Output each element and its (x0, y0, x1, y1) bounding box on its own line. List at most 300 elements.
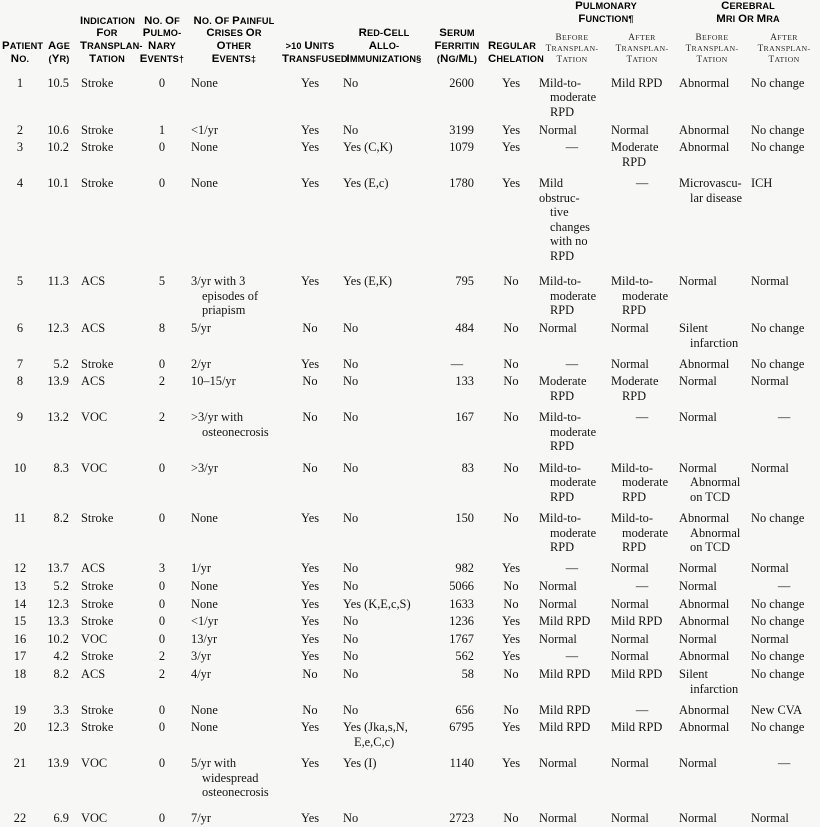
cell-pf-before: Normal (539, 578, 577, 593)
cell-transfused: No (302, 321, 318, 335)
cell-painful-crises: None (191, 702, 218, 717)
cell-transfused: Yes (300, 720, 320, 735)
cell-pf-before: Normal (539, 631, 577, 646)
cell-patient-no: 20 (13, 720, 27, 735)
cell-allo-immunization: Yes (Jka,s,N, E,e,C,c) (343, 720, 408, 749)
cell-pf-before: Moderate RPD (539, 374, 587, 403)
table-row (0, 67, 820, 121)
cell-pf-after: — (635, 578, 649, 593)
header-pulmonary-events: NO. OF PULMO- NARY EVENTS† (139, 14, 185, 65)
cell-mri-before: Abnormal (679, 356, 730, 371)
cell-age: 8.2 (53, 510, 69, 525)
cell-pf-before: — (565, 356, 579, 371)
cell-mri-before: Abnormal (679, 122, 730, 137)
cell-pf-after: Normal (611, 596, 649, 611)
cell-regular-chelation: No (503, 596, 519, 611)
cell-pulmonary-events: 0 (158, 356, 166, 371)
table-row (0, 506, 820, 556)
cell-mri-after: — (777, 578, 791, 593)
cell-mri-before: Silent infarction (679, 667, 739, 696)
cell-regular-chelation: Yes (501, 561, 521, 576)
cell-painful-crises: None (191, 720, 218, 735)
cell-age: 13.9 (47, 756, 69, 771)
cell-regular-chelation: Yes (501, 75, 521, 90)
cell-patient-no: 16 (13, 631, 27, 646)
cell-indication: Stroke (81, 596, 114, 611)
cell-pf-after: Moderate RPD (611, 140, 659, 169)
cell-painful-crises: None (191, 596, 218, 611)
cell-patient-no: 21 (13, 756, 27, 771)
cell-serum-ferritin: 2600 (449, 75, 474, 90)
cell-allo-immunization: Yes (C,K) (343, 140, 393, 155)
cell-patient-no: 19 (13, 702, 27, 717)
header-mri-before: BEFORE TRANSPLAN- TATION (685, 31, 739, 64)
cell-transfused: Yes (300, 122, 320, 137)
cell-pf-before: Mild-to- moderate RPD (539, 75, 597, 119)
table-row (0, 139, 820, 171)
header-cerebral-mri-group: CEREBRAL MRI OR MRA (716, 0, 780, 25)
cell-serum-ferritin: 1079 (449, 140, 474, 155)
cell-painful-crises: None (191, 175, 218, 190)
table-row (0, 456, 820, 506)
cell-age: 6.9 (53, 810, 69, 825)
cell-pf-after: Mild RPD (611, 667, 663, 681)
cell-mri-before: Abnormal Abnormal on TCD (679, 510, 741, 555)
cell-patient-no: 1 (16, 75, 24, 90)
cell-pf-after: — (635, 702, 649, 717)
cell-patient-no: 22 (13, 810, 27, 825)
cell-pf-before: Mild-to- moderate RPD (539, 410, 597, 454)
cell-allo-immunization: Yes (E,K) (343, 274, 392, 289)
cell-transfused: Yes (300, 75, 320, 90)
table-row (0, 666, 820, 698)
cell-indication: ACS (81, 274, 106, 289)
table-row (0, 352, 820, 373)
cell-regular-chelation: Yes (501, 649, 521, 664)
cell-painful-crises: >3/yr (191, 460, 218, 475)
cell-regular-chelation: Yes (501, 175, 521, 190)
cell-pulmonary-events: 2 (158, 374, 166, 389)
cell-mri-after: No change (751, 720, 805, 735)
cell-mri-before: Normal Abnormal on TCD (679, 460, 741, 504)
cell-indication: ACS (81, 374, 106, 389)
cell-indication: Stroke (81, 75, 114, 90)
cell-mri-after: No change (751, 321, 805, 335)
cell-allo-immunization: Yes (K,E,c,S) (343, 596, 411, 611)
cell-indication: Stroke (81, 510, 114, 525)
cell-allo-immunization: Yes (I) (343, 756, 377, 771)
cell-indication: Stroke (81, 140, 114, 155)
header-transfused: >10 UNITS TRANSFUSED (282, 40, 348, 65)
cell-age: 5.2 (53, 578, 69, 593)
header-row-main (0, 0, 820, 27)
cell-allo-immunization: No (343, 810, 359, 825)
cell-serum-ferritin: 1236 (449, 614, 474, 629)
cell-regular-chelation: No (503, 810, 519, 825)
cell-patient-no: 3 (16, 140, 24, 155)
cell-transfused: Yes (300, 140, 320, 155)
table-row (0, 630, 820, 648)
cell-pulmonary-events: 5 (158, 274, 166, 289)
cell-mri-after: Normal (751, 561, 789, 576)
cell-pulmonary-events: 0 (158, 596, 166, 611)
cell-transfused: Yes (300, 596, 320, 611)
cell-mri-after: No change (751, 614, 805, 629)
cell-regular-chelation: No (503, 702, 519, 717)
cell-pf-after: Normal (611, 810, 649, 825)
cell-age: 12.3 (47, 596, 69, 611)
cell-transfused: Yes (300, 175, 320, 190)
table-row (0, 698, 820, 719)
cell-pf-before: Mild-to- moderate RPD (539, 460, 597, 504)
cell-pulmonary-events: 0 (158, 175, 166, 190)
cell-regular-chelation: No (503, 667, 519, 681)
cell-pf-after: Normal (611, 356, 649, 371)
cell-pf-after: Mild-to- moderate RPD (611, 510, 669, 555)
cell-pulmonary-events: 0 (158, 614, 166, 629)
cell-transfused: Yes (300, 614, 320, 629)
table-row (0, 595, 820, 613)
cell-patient-no: 18 (13, 667, 27, 681)
header-indication: INDICATION FOR TRANSPLAN- TATION (80, 14, 143, 65)
cell-mri-after: Normal (751, 460, 789, 475)
cell-patient-no: 9 (16, 410, 24, 425)
cell-pf-before: Normal (539, 756, 577, 771)
table-body (0, 67, 820, 827)
cell-mri-before: Abnormal (679, 140, 730, 155)
cell-mri-before: Abnormal (679, 614, 730, 629)
cell-patient-no: 8 (16, 374, 24, 389)
cell-mri-after: ICH (751, 175, 773, 190)
table-row (0, 171, 820, 265)
cell-painful-crises: 2/yr (191, 356, 211, 371)
cell-painful-crises: 3/yr (191, 649, 211, 664)
cell-transfused: No (302, 667, 318, 681)
cell-pf-before: Mild RPD (539, 720, 591, 735)
cell-allo-immunization: No (343, 649, 359, 664)
cell-age: 11.3 (47, 274, 69, 289)
cell-pulmonary-events: 0 (158, 720, 166, 735)
cell-patient-no: 13 (13, 578, 27, 593)
cell-serum-ferritin: — (450, 356, 464, 371)
cell-pf-after: Moderate RPD (611, 374, 659, 403)
cell-age: 8.2 (53, 667, 69, 681)
cell-pulmonary-events: 0 (158, 140, 166, 155)
cell-mri-before: Abnormal (679, 75, 730, 90)
header-age: AGE (YR) (48, 40, 70, 65)
cell-regular-chelation: No (503, 460, 519, 475)
cell-age: 12.3 (47, 321, 69, 335)
cell-allo-immunization: No (343, 702, 359, 717)
cell-pf-before: Mild RPD (539, 667, 591, 681)
cell-mri-after: Normal (751, 631, 789, 646)
cell-painful-crises: 1/yr (191, 561, 211, 576)
table-row (0, 556, 820, 577)
cell-indication: VOC (81, 460, 108, 475)
cell-mri-after: No change (751, 75, 805, 90)
header-mri-after: AFTER TRANSPLAN- TATION (757, 31, 811, 64)
cell-painful-crises: None (191, 75, 218, 90)
cell-indication: ACS (81, 321, 106, 335)
cell-serum-ferritin: 484 (455, 321, 474, 335)
cell-mri-after: Normal (751, 374, 789, 389)
cell-indication: Stroke (81, 356, 114, 371)
cell-painful-crises: None (191, 578, 218, 593)
cell-pulmonary-events: 0 (158, 702, 166, 717)
cell-indication: VOC (81, 810, 108, 825)
cell-transfused: Yes (300, 631, 320, 646)
cell-indication: VOC (81, 631, 108, 646)
cell-patient-no: 4 (16, 175, 24, 190)
cell-transfused: Yes (300, 578, 320, 593)
cell-patient-no: 2 (16, 122, 24, 137)
cell-mri-after: Normal (751, 274, 789, 289)
cell-patient-no: 15 (13, 614, 27, 629)
cell-indication: Stroke (81, 649, 114, 664)
header-pf-after: AFTER TRANSPLAN- TATION (615, 31, 669, 64)
cell-allo-immunization: No (343, 510, 359, 525)
cell-mri-before: Normal (679, 561, 717, 576)
cell-mri-after: New CVA (751, 702, 803, 717)
cell-painful-crises: None (191, 140, 218, 155)
cell-serum-ferritin: 982 (455, 561, 474, 576)
cell-pulmonary-events: 3 (158, 561, 166, 576)
cell-age: 5.2 (53, 356, 69, 371)
cell-patient-no: 14 (13, 596, 27, 611)
cell-pulmonary-events: 0 (158, 578, 166, 593)
cell-mri-after: Normal (751, 810, 789, 825)
cell-serum-ferritin: 5066 (449, 578, 474, 593)
cell-pf-before: Mild RPD (539, 614, 591, 629)
cell-age: 12.3 (47, 720, 69, 735)
cell-age: 8.3 (53, 460, 69, 475)
cell-indication: Stroke (81, 720, 114, 735)
cell-mri-before: Silent infarction (679, 321, 739, 350)
cell-pf-after: Mild RPD (611, 614, 663, 629)
cell-age: 10.2 (47, 631, 69, 646)
cell-pf-before: Normal (539, 122, 577, 137)
cell-regular-chelation: Yes (501, 122, 521, 137)
cell-pf-before: Mild-to- moderate RPD (539, 510, 597, 555)
cell-pulmonary-events: 8 (158, 321, 166, 335)
cell-mri-before: Normal (679, 374, 717, 389)
cell-age: 10.2 (47, 140, 69, 155)
cell-allo-immunization: No (343, 75, 359, 90)
cell-serum-ferritin: 83 (461, 460, 474, 475)
cell-regular-chelation: No (503, 510, 519, 525)
cell-transfused: Yes (300, 649, 320, 664)
cell-pf-after: — (635, 175, 649, 190)
header-pf-before: BEFORE TRANSPLAN- TATION (545, 31, 599, 64)
cell-allo-immunization: No (343, 667, 359, 681)
cell-mri-before: Microvascu- lar disease (679, 175, 742, 205)
cell-pf-after: Mild RPD (611, 75, 663, 90)
table-row (0, 802, 820, 827)
cell-pulmonary-events: 0 (158, 460, 166, 475)
cell-age: 3.3 (53, 702, 69, 717)
header-patient-no: PATIENT NO. (2, 40, 44, 65)
cell-pulmonary-events: 2 (158, 410, 166, 425)
cell-serum-ferritin: 1767 (449, 631, 474, 646)
table-row (0, 405, 820, 455)
cell-transfused: Yes (300, 274, 320, 289)
cell-allo-immunization: No (343, 321, 359, 335)
cell-transfused: No (302, 410, 318, 425)
cell-patient-no: 11 (14, 510, 26, 525)
cell-transfused: Yes (300, 561, 320, 576)
cell-pulmonary-events: 0 (158, 631, 166, 646)
cell-serum-ferritin: 795 (455, 274, 474, 289)
cell-allo-immunization: Yes (E,c) (343, 175, 389, 190)
cell-indication: ACS (81, 561, 106, 576)
cell-pf-after: Normal (611, 631, 649, 646)
cell-regular-chelation: No (503, 356, 519, 371)
cell-indication: Stroke (81, 614, 114, 629)
cell-regular-chelation: No (503, 374, 519, 389)
table-row (0, 719, 820, 751)
cell-allo-immunization: No (343, 410, 359, 425)
cell-indication: VOC (81, 410, 108, 425)
cell-mri-before: Abnormal (679, 649, 730, 664)
cell-mri-before: Abnormal (679, 702, 730, 717)
cell-indication: Stroke (81, 702, 114, 717)
cell-indication: VOC (81, 756, 108, 771)
cell-regular-chelation: Yes (501, 631, 521, 646)
cell-mri-after: No change (751, 649, 805, 664)
cell-regular-chelation: No (503, 321, 519, 335)
cell-pulmonary-events: 2 (158, 649, 166, 664)
cell-mri-after: No change (751, 510, 805, 525)
cell-painful-crises: 13/yr (191, 631, 218, 646)
cell-serum-ferritin: 656 (455, 702, 474, 717)
cell-pulmonary-events: 1 (158, 122, 166, 137)
cell-pf-before: Normal (539, 321, 577, 335)
cell-painful-crises: None (191, 510, 218, 525)
cell-mri-before: Abnormal (679, 720, 730, 735)
cell-mri-before: Normal (679, 631, 717, 646)
cell-age: 10.5 (47, 75, 69, 90)
cell-pf-before: Mild-to- moderate RPD (539, 274, 597, 318)
cell-pulmonary-events: 0 (158, 756, 166, 771)
cell-age: 10.1 (47, 175, 69, 190)
cell-pf-before: — (565, 561, 579, 576)
cell-pf-after: Normal (611, 321, 649, 335)
table-row (0, 373, 820, 405)
cell-pf-after: Mild-to- moderate RPD (611, 460, 669, 504)
table-row (0, 751, 820, 801)
cell-allo-immunization: No (343, 561, 359, 576)
cell-pf-after: Normal (611, 561, 649, 576)
cell-patient-no: 12 (13, 561, 27, 576)
cell-transfused: Yes (300, 756, 320, 771)
cell-painful-crises: 10–15/yr (191, 374, 236, 389)
cell-pf-after: — (635, 410, 649, 425)
cell-pulmonary-events: 0 (158, 75, 166, 90)
cell-regular-chelation: Yes (501, 720, 521, 735)
header-allo-immunization: RED-CELL ALLO- IMMUNIZATION§ (346, 27, 422, 65)
cell-painful-crises: <1/yr (191, 614, 218, 629)
cell-painful-crises: 5/yr with widespread osteonecrosis (191, 756, 269, 800)
cell-pulmonary-events: 2 (158, 667, 166, 681)
cell-indication: ACS (81, 667, 106, 681)
cell-serum-ferritin: 1780 (449, 175, 474, 190)
cell-regular-chelation: No (503, 578, 519, 593)
cell-pf-before: Normal (539, 596, 577, 611)
cell-indication: Stroke (81, 122, 114, 137)
cell-pulmonary-events: 0 (158, 510, 166, 525)
cell-serum-ferritin: 562 (455, 649, 474, 664)
cell-transfused: No (302, 460, 318, 475)
cell-pf-after: Mild RPD (611, 720, 663, 735)
cell-serum-ferritin: 1140 (449, 756, 474, 771)
table-row (0, 265, 820, 319)
cell-mri-after: No change (751, 140, 805, 155)
cell-serum-ferritin: 58 (461, 667, 474, 681)
cell-patient-no: 6 (16, 321, 24, 335)
cell-regular-chelation: Yes (501, 140, 521, 155)
cell-indication: Stroke (81, 578, 114, 593)
cell-painful-crises: <1/yr (191, 122, 218, 137)
cell-painful-crises: >3/yr with osteonecrosis (191, 410, 269, 439)
cell-patient-no: 5 (16, 274, 24, 289)
cell-allo-immunization: No (343, 374, 359, 389)
cell-regular-chelation: No (503, 274, 519, 289)
cell-serum-ferritin: 2723 (449, 810, 474, 825)
cell-mri-before: Normal (679, 274, 717, 289)
cell-transfused: No (302, 702, 318, 717)
cell-serum-ferritin: 6795 (449, 720, 474, 735)
cell-mri-before: Normal (679, 810, 717, 825)
cell-mri-before: Normal (679, 578, 717, 593)
cell-patient-no: 7 (16, 356, 24, 371)
table-row (0, 577, 820, 595)
cell-pf-before: Mild obstruc- tive changes with no RPD (539, 175, 590, 263)
cell-pf-after: Normal (611, 756, 649, 771)
cell-age: 13.7 (47, 561, 69, 576)
cell-transfused: Yes (300, 810, 320, 825)
cell-age: 10.6 (47, 122, 69, 137)
cell-pf-before: — (565, 649, 579, 664)
cell-transfused: Yes (300, 510, 320, 525)
header-regular-chelation: REGULAR CHELATION (488, 40, 544, 65)
cell-regular-chelation: Yes (501, 756, 521, 771)
cell-age: 13.2 (47, 410, 69, 425)
cell-mri-before: Abnormal (679, 596, 730, 611)
cell-allo-immunization: No (343, 460, 359, 475)
header-painful-crises: NO. OF PAINFUL CRISES OR OTHER EVENTS‡ (193, 14, 275, 65)
header-serum-ferritin: SERUM FERRITIN (NG/ML) (434, 27, 480, 65)
cell-serum-ferritin: 1633 (449, 596, 474, 611)
cell-serum-ferritin: 133 (455, 374, 474, 389)
cell-mri-before: Normal (679, 756, 717, 771)
table-row (0, 648, 820, 666)
cell-allo-immunization: No (343, 631, 359, 646)
cell-mri-after: No change (751, 667, 805, 681)
cell-allo-immunization: No (343, 122, 359, 137)
cell-pf-before: Mild RPD (539, 702, 591, 717)
table-header (0, 0, 820, 67)
cell-mri-after: No change (751, 596, 805, 611)
cell-painful-crises: 4/yr (191, 667, 211, 681)
cell-pf-after: Normal (611, 649, 649, 664)
cell-painful-crises: 3/yr with 3 episodes of priapism (191, 274, 259, 318)
table-row (0, 320, 820, 352)
cell-painful-crises: 7/yr (191, 810, 211, 825)
cell-regular-chelation: No (503, 410, 519, 425)
cell-mri-before: Normal (679, 410, 717, 425)
cell-pulmonary-events: 0 (158, 810, 166, 825)
cell-pf-before: — (565, 140, 579, 155)
